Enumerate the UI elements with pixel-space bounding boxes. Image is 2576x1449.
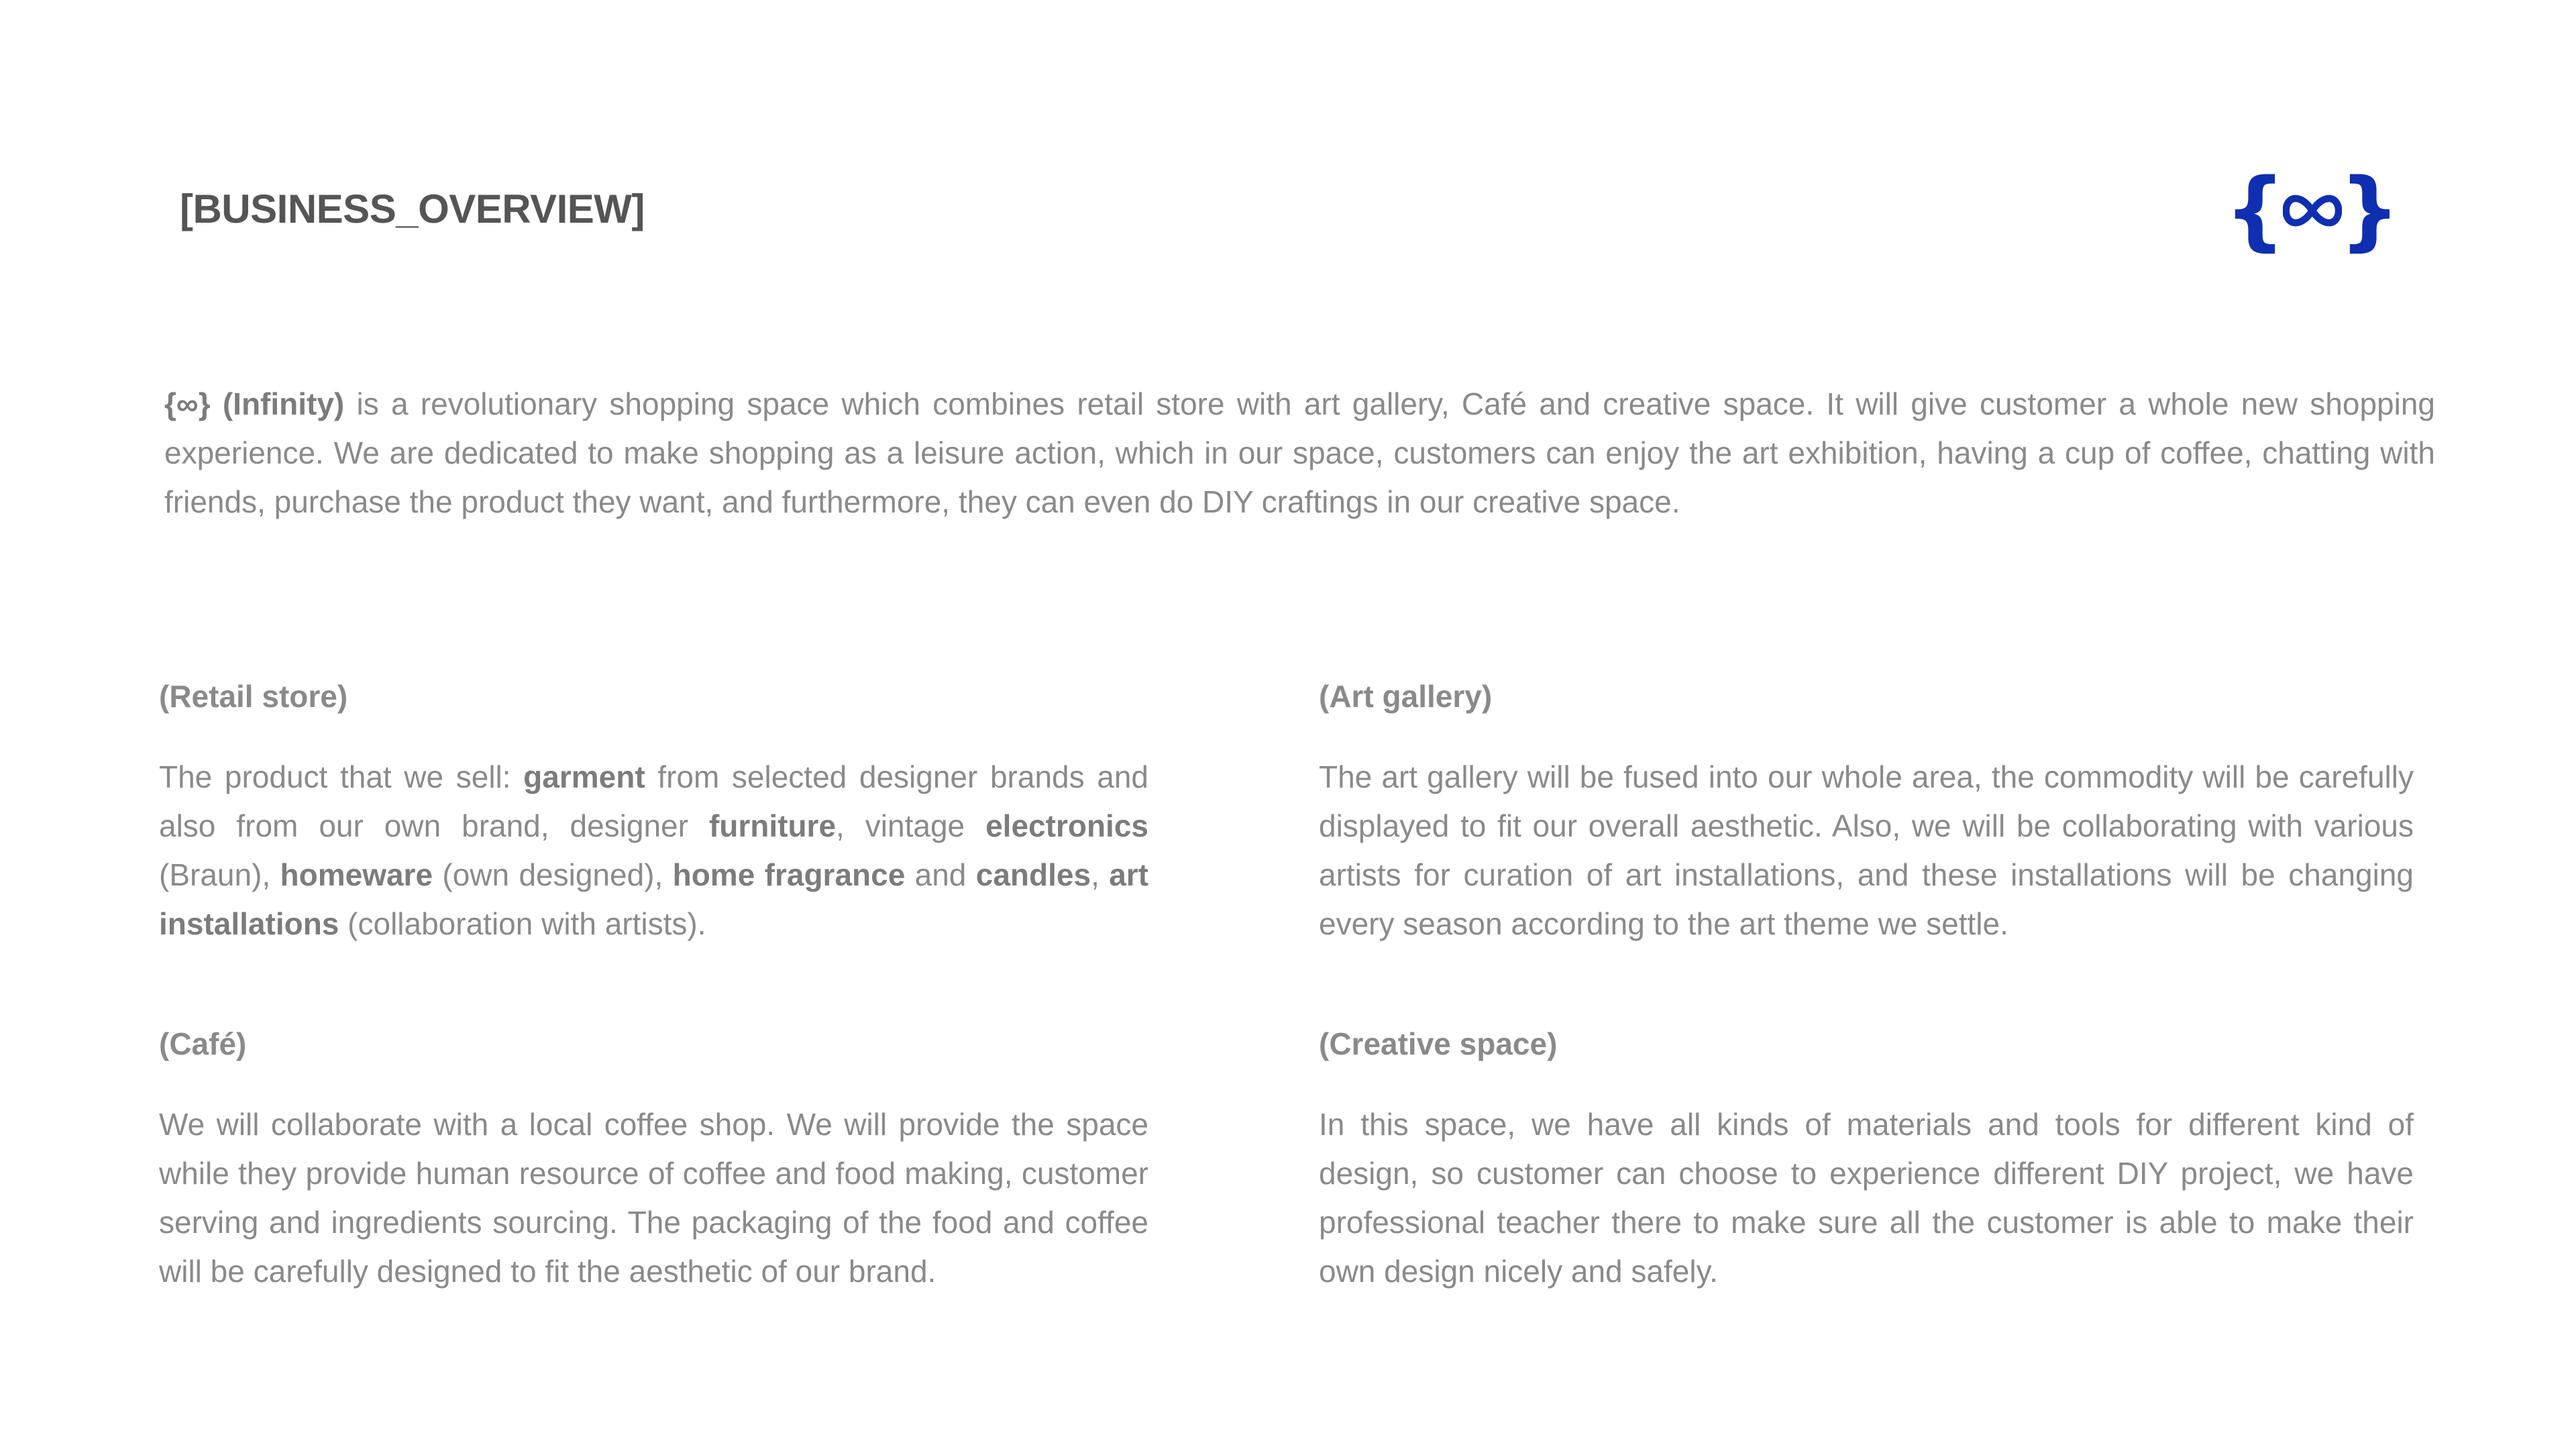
section-creative-space xyxy=(1319,1024,2414,1296)
retail-highlight: electronics xyxy=(985,808,1148,843)
retail-text-part: (own designed), xyxy=(433,857,673,892)
retail-highlight: furniture xyxy=(708,808,837,843)
retail-text-part: (collaboration with artists). xyxy=(339,906,706,941)
page-title: [BUSINESS_OVERVIEW] xyxy=(180,186,645,231)
retail-highlight: home fragrance xyxy=(672,857,906,892)
brand-logo xyxy=(2224,160,2400,260)
intro-text: is a revolutionary shopping space which combines retail store with art gallery, Café and creative space. It will give customer a whole new shopping experience. We are dedicated to make shopping as a leisure action, which in our space, customers can enjoy the art exhibition, having a cup of coffee, chatting with friends, purchase the product they want, and furthermore, they can even do DIY craftings in our creative space. xyxy=(164,386,2436,519)
brand-name: {∞} (Infinity) xyxy=(164,386,345,421)
retail-text-part: , xyxy=(1091,857,1110,892)
section-cafe xyxy=(159,1024,1148,1296)
retail-text-part: (Braun), xyxy=(159,857,280,892)
intro-paragraph xyxy=(164,380,2435,527)
section-text-art: The art gallery will be fused into our whole area, the commodity will be carefully displayed to fit our overall aesthetic. Also, we will be collaborating with various artists for curation of art installations, and these installations will be changing every season according to the art theme we settle. xyxy=(1319,759,2414,941)
section-heading-cafe: (Café) xyxy=(159,1026,247,1061)
retail-text-part: and xyxy=(905,857,976,892)
retail-highlight: candles xyxy=(975,857,1091,892)
retail-highlight: garment xyxy=(523,759,645,794)
retail-highlight: art installations xyxy=(159,857,1148,941)
logo-left-brace: { xyxy=(2224,160,2286,260)
logo-right-brace: } xyxy=(2339,160,2400,260)
retail-text-part: The product that we sell: xyxy=(159,759,524,794)
infinity-icon xyxy=(2283,180,2342,241)
section-text-creative: In this space, we have all kinds of materials and tools for different kind of design, so customer can choose to experience different DIY project, we have professional teacher there to make sure all the customer is able to make their own design nicely and safely. xyxy=(1319,1107,2414,1289)
retail-text-part: , vintage xyxy=(836,808,986,843)
section-retail-store xyxy=(159,676,1148,949)
retail-highlight: homeware xyxy=(280,857,433,892)
section-heading-creative: (Creative space) xyxy=(1319,1026,1558,1061)
section-text-cafe: We will collaborate with a local coffee shop. We will provide the space while they provide human resource of coffee and food making, customer serving and ingredients sourcing. The packaging of the food and coffee will be carefully designed to fit the aesthetic of our brand. xyxy=(159,1107,1148,1289)
retail-text-part: from selected designer brands and also from our own brand, designer xyxy=(159,759,1148,843)
section-text-retail xyxy=(159,753,1148,949)
section-heading-retail: (Retail store) xyxy=(159,679,348,714)
section-art-gallery xyxy=(1319,676,2414,949)
section-heading-art: (Art gallery) xyxy=(1319,679,1493,714)
